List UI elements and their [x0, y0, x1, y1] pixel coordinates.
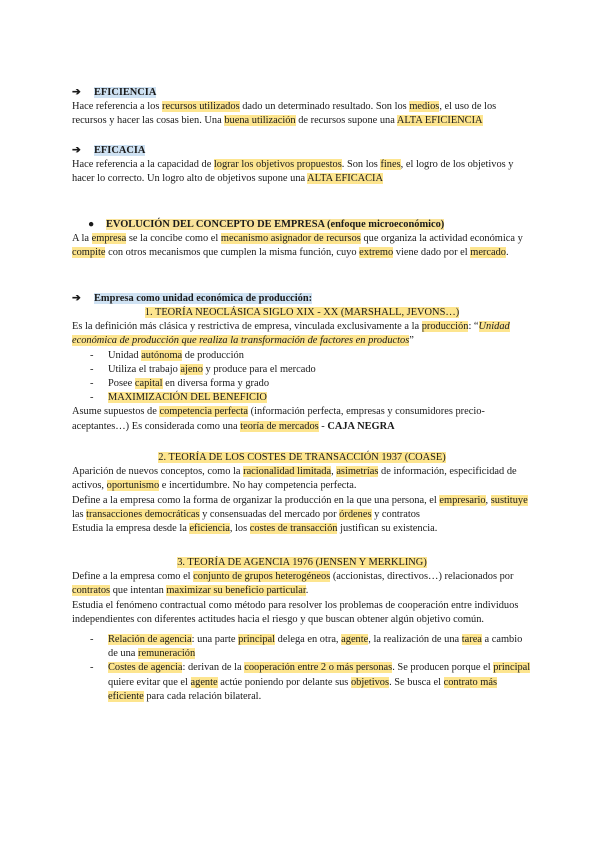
list-item: - Relación de agencia: una parte principal delega en otra, agente, la realización de una tarea a cambio de una remuneración: [90, 634, 523, 660]
list-agencia: [72, 633, 532, 704]
list-item: - Utiliza el trabajo ajeno y produce para el mercado: [90, 363, 316, 375]
list-item: - MAXIMIZACIÓN DEL BENEFICIO: [90, 392, 267, 404]
section-evolucion: [72, 218, 532, 261]
arrow-icon: ➔: [72, 87, 81, 98]
heading-evolucion: ● EVOLUCIÓN DEL CONCEPTO DE EMPRESA (enfoque microeconómico): [72, 218, 532, 232]
section-costes-transaccion: [72, 451, 532, 536]
arrow-icon: ➔: [72, 145, 81, 156]
section-teoria-agencia: [72, 556, 532, 704]
paragraph-neoclasica-supuestos: Asume supuestos de competencia perfecta (información perfecta, empresas y consumidores precio-aceptantes…) Es considerada como una teoría de mercados - CAJA NEGRA: [72, 406, 485, 432]
list-item: - Posee capital en diversa forma y grado: [90, 378, 270, 390]
paragraph-agencia-estudio: Estudia el fenómeno contractual como método para resolver los problemas de cooperación entre individuos independientes con diferentes actitudes hacia el riesgo y que buscan obtener algún objetivo común.: [72, 599, 519, 625]
paragraph-agencia-definicion: Define a la empresa como el conjunto de grupos heterogéneos (accionistas, directivos…) relacionados por contratos que intentan maximizar su beneficio particular.: [72, 571, 514, 597]
list-neoclasica: [72, 349, 532, 406]
title-teoria-agencia: 3. TEORÍA DE AGENCIA 1976 (JENSEN Y MERKLING): [177, 557, 427, 568]
bullet-icon: ●: [88, 219, 95, 230]
paragraph-transaccion-conceptos: Aparición de nuevos conceptos, como la racionalidad limitada, asimetrías de información, especificidad de activos, oportunismo e incertidumbre. No hay competencia perfecta.: [72, 466, 517, 492]
paragraph-eficacia: Hace referencia a la capacidad de lograr los objetivos propuestos. Son los fines, el logro de los objetivos y hacer lo correcto. Un logro alto de objetivos supone una ALTA EFICACIA: [72, 159, 514, 185]
paragraph-teoria-neoclasica: Es la definición más clásica y restrictiva de empresa, vinculada exclusivamente a la producción: “Unidad económica de producción que realiza la transformación de factores en productos”: [72, 321, 510, 347]
paragraph-eficiencia: Hace referencia a los recursos utilizados dado un determinado resultado. Son los medios, el uso de los recursos y hacer las cosas bien. Una buena utilización de recursos supone una ALTA EFICIENCIA: [72, 101, 497, 127]
section-eficacia: [72, 144, 532, 187]
heading-unidad: ➔ Empresa como unidad económica de producción:: [72, 292, 532, 306]
section-teoria-neoclasica: [72, 306, 532, 434]
list-item: - Costes de agencia: derivan de la cooperación entre 2 o más personas. Se producen porque el principal quiere evitar que el agente actúe poniendo por delante sus objetivos. Se busca el contrato más eficiente para cada relación bilateral.: [90, 662, 531, 702]
paragraph-transaccion-estudio: Estudia la empresa desde la eficiencia, los costes de transacción justifican su existencia.: [72, 523, 438, 535]
title-costes-transaccion: 2. TEORÍA DE LOS COSTES DE TRANSACCIÓN 1937 (COASE): [158, 452, 446, 463]
section-unidad: [72, 292, 532, 306]
title-teoria-neoclasica: 1. TEORÍA NEOCLÁSICA SIGLO XIX - XX (MARSHALL, JEVONS…): [144, 307, 460, 318]
list-item: - Unidad autónoma de producción: [90, 349, 244, 361]
paragraph-evolucion: A la empresa se la concibe como el mecanismo asignador de recursos que organiza la actividad económica y compite con otros mecanismos que cumplen la misma función, cuyo extremo viene dado por el mercado.: [72, 233, 523, 259]
heading-eficacia: ➔ EFICACIA: [72, 144, 532, 158]
arrow-icon: ➔: [72, 293, 81, 304]
heading-eficiencia: ➔ EFICIENCIA: [72, 86, 532, 100]
section-eficiencia: [72, 86, 532, 129]
paragraph-transaccion-definicion: Define a la empresa como la forma de organizar la producción en la que una persona, el empresario, sustituye las transacciones democráticas y consensuadas del mercado por órdenes y contratos: [72, 494, 528, 520]
